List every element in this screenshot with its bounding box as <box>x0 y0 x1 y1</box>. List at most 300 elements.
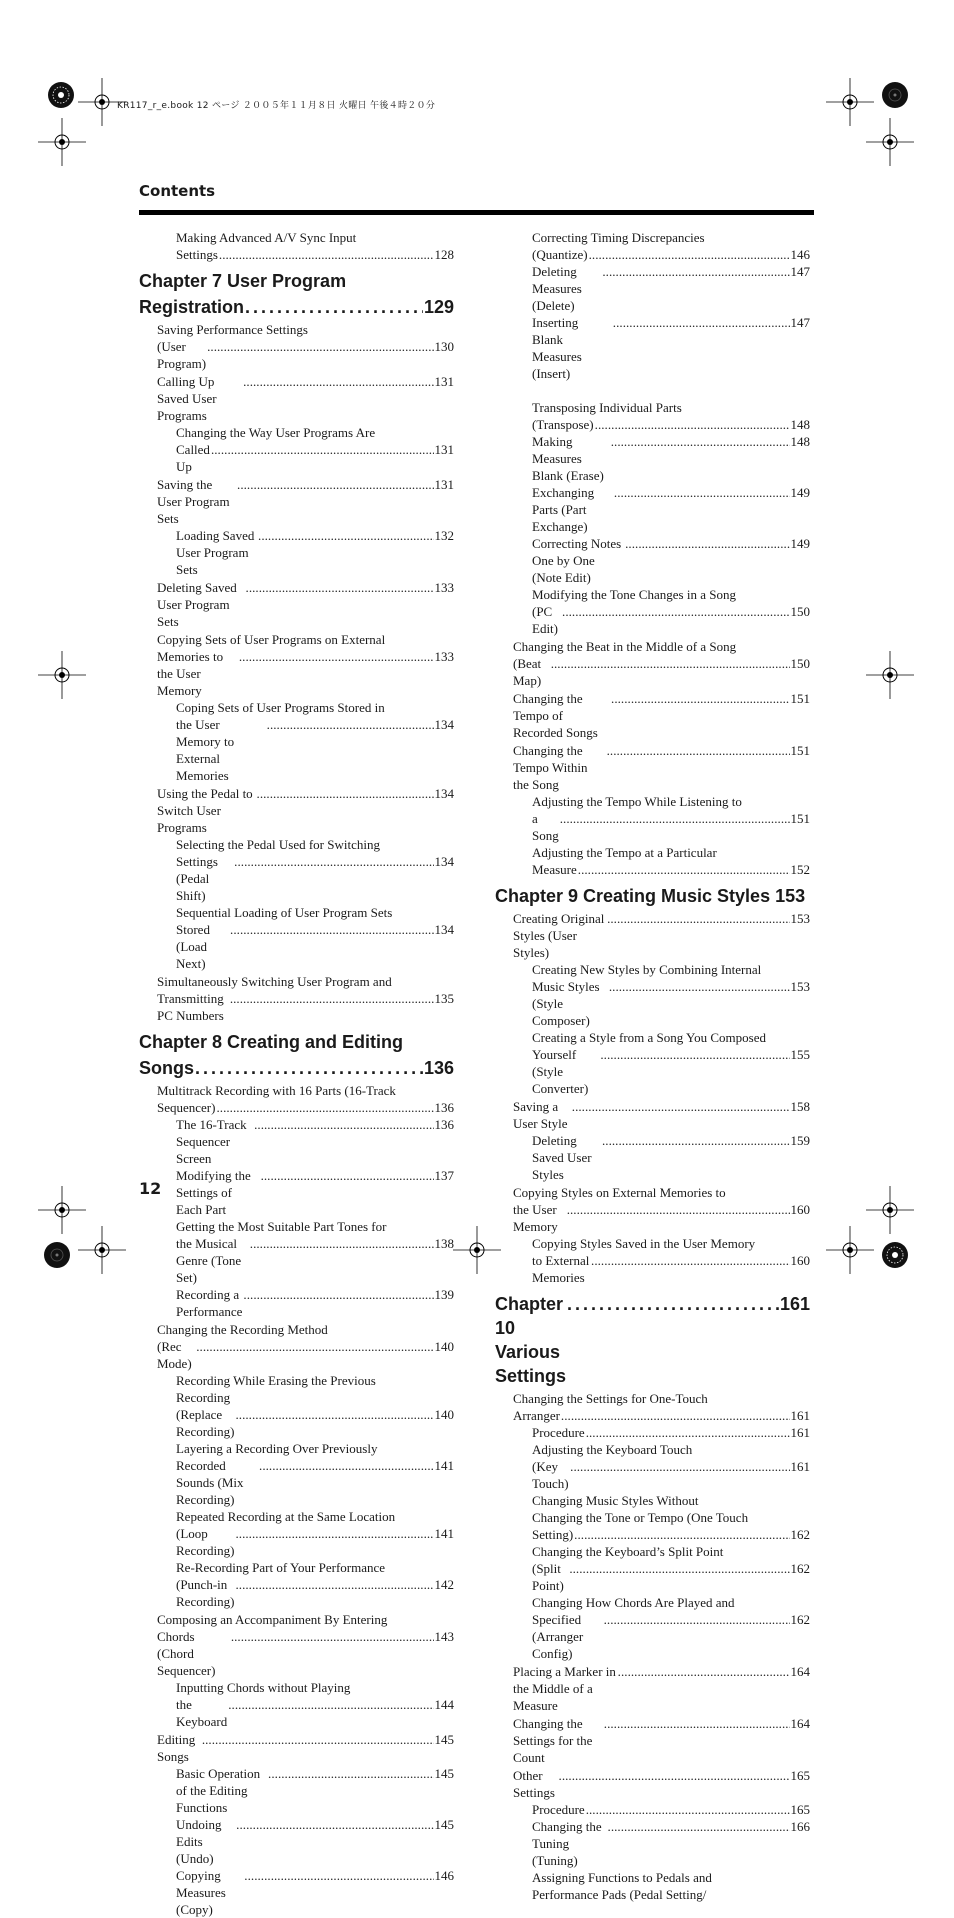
toc-entry <box>139 1116 454 1167</box>
toc-page-number: 134 <box>434 922 454 937</box>
toc-entry <box>495 484 810 535</box>
toc-page-number: 161 <box>779 1294 810 1314</box>
toc-page-number: 161 <box>790 1459 810 1474</box>
toc-entry-text: Recorded Sounds (Mix Recording) <box>176 1458 244 1507</box>
toc-entry-text: Assigning Functions to Pedals and <box>532 1870 712 1885</box>
toc-entry-text: Changing the Tuning (Tuning) <box>532 1819 602 1868</box>
dot-leader <box>561 1407 790 1424</box>
toc-chapter-heading <box>139 1056 454 1080</box>
toc-entry <box>139 785 454 836</box>
dot-leader <box>245 295 423 319</box>
dot-leader <box>235 1406 433 1423</box>
toc-entry <box>495 1886 810 1903</box>
toc-entry-text: Sequential Loading of User Program Sets <box>176 905 393 920</box>
toc-entry <box>495 1767 810 1801</box>
toc-entry <box>495 1801 810 1818</box>
toc-entry-text: Other Settings <box>513 1768 555 1800</box>
crosshair-mark-icon <box>866 651 914 699</box>
toc-entry <box>495 1458 810 1492</box>
registration-rosette-icon <box>46 80 76 110</box>
toc-page-number: 138 <box>434 1236 454 1251</box>
toc-entry <box>139 699 454 716</box>
toc-entry-text: (Split Point) <box>532 1561 564 1593</box>
dot-leader <box>600 1046 789 1063</box>
dot-leader <box>236 1816 433 1833</box>
toc-entry-text: Adjusting the Tempo at a Particular <box>532 845 717 860</box>
toc-entry <box>139 836 454 853</box>
toc-entry <box>495 1201 810 1235</box>
toc-page-number: 160 <box>790 1253 810 1268</box>
dot-leader <box>572 1098 790 1115</box>
dot-leader <box>257 785 434 802</box>
dot-leader <box>591 1252 789 1269</box>
toc-page-number: 142 <box>434 1577 454 1592</box>
toc-entry-text: Modifying the Settings of Each Part <box>176 1168 251 1217</box>
toc-entry-text: Editing Songs <box>157 1732 196 1764</box>
toc-entry-text: Saving the User Program Sets <box>157 477 230 526</box>
toc-entry <box>495 655 810 689</box>
toc-entry <box>495 603 810 637</box>
toc-entry-text: Changing the Tone or Tempo (One Touch <box>532 1510 749 1525</box>
dot-leader <box>196 1338 433 1355</box>
toc-entry-text: Multitrack Recording with 16 Parts (16-Track <box>157 1083 396 1098</box>
dot-leader <box>567 1292 779 1316</box>
toc-entry-text: Settings (Pedal Shift) <box>176 854 218 903</box>
toc-entry-text: Undoing Edits (Undo) <box>176 1817 222 1866</box>
toc-entry-text: Layering a Recording Over Previously <box>176 1441 378 1456</box>
toc-page-number: 136 <box>434 1100 454 1115</box>
toc-page-number: 131 <box>434 442 454 457</box>
toc-entry-text: Calling Up Saved User Programs <box>157 374 217 423</box>
toc-entry <box>495 1492 810 1509</box>
toc-entry <box>495 586 810 603</box>
toc-entry-text: Simultaneously Switching User Program and <box>157 974 392 989</box>
toc-entry-text: Procedure <box>532 1425 585 1440</box>
dot-leader <box>602 263 789 280</box>
toc-entry <box>495 1235 810 1252</box>
dot-leader <box>243 1286 433 1303</box>
toc-page-number: 131 <box>434 477 454 492</box>
toc-entry <box>495 1184 810 1201</box>
toc-page-number: 162 <box>790 1561 810 1576</box>
toc-entry <box>139 631 454 648</box>
toc-entry <box>139 1696 454 1730</box>
toc-entry <box>495 314 810 382</box>
toc-page-number: 162 <box>790 1527 810 1542</box>
toc-page-number: 150 <box>790 656 810 671</box>
toc-entry <box>495 1509 810 1526</box>
registration-rosette-icon <box>880 80 910 110</box>
dot-leader <box>618 1663 790 1680</box>
dot-leader <box>237 476 433 493</box>
toc-entry <box>495 433 810 484</box>
crosshair-mark-icon <box>826 1226 874 1274</box>
toc-entry-text: (PC Edit) <box>532 604 558 636</box>
toc-entry-text: Recording <box>176 1390 231 1405</box>
toc-entry <box>139 1235 454 1286</box>
toc-page-number: 153 <box>775 886 806 906</box>
toc-entry <box>495 416 810 433</box>
toc-entry <box>139 1099 454 1116</box>
toc-entry-text: Copying Styles on External Memories to <box>513 1185 726 1200</box>
dot-leader <box>259 1457 433 1474</box>
toc-entry-text: Recording a Performance <box>176 1287 243 1319</box>
dot-leader <box>569 1560 789 1577</box>
toc-page-number: 146 <box>790 247 810 262</box>
toc-entry-text: the Keyboard <box>176 1697 228 1729</box>
toc-entry-text: (Replace Recording) <box>176 1407 235 1439</box>
toc-entry-text: to External Memories <box>532 1253 590 1285</box>
toc-entry-text: Chapter 7 User Program <box>139 271 347 291</box>
dot-leader <box>609 978 790 995</box>
toc-entry <box>139 338 454 372</box>
toc-entry-text: Changing the Keyboard’s Split Point <box>532 1544 724 1559</box>
toc-entry <box>495 1611 810 1662</box>
toc-entry <box>139 904 454 921</box>
toc-entry-text: Transposing Individual Parts <box>532 400 682 415</box>
toc-entry <box>139 990 454 1024</box>
dot-leader <box>228 1696 433 1713</box>
toc-page-number: 140 <box>434 1339 454 1354</box>
toc-entry-text: Using the Pedal to Switch User Programs <box>157 786 253 835</box>
toc-entry-text: Memories to the User Memory <box>157 649 224 698</box>
toc-entry <box>495 1407 810 1424</box>
toc-entry-text: Settings <box>176 247 218 262</box>
toc-page-number: 143 <box>434 1629 454 1644</box>
toc-right-column <box>495 229 810 1903</box>
toc-entry-text: Specified (Arranger Config) <box>532 1612 584 1661</box>
toc-entry-text: Changing the Recording Method <box>157 1322 328 1337</box>
toc-entry-text: Changing the Settings for One-Touch <box>513 1391 708 1406</box>
toc-entry <box>495 978 810 1029</box>
toc-entry-text <box>532 382 535 399</box>
toc-page-number: 128 <box>434 247 454 262</box>
toc-entry <box>495 1818 810 1869</box>
toc-page-number: 150 <box>790 604 810 619</box>
toc-entry <box>139 716 454 784</box>
toc-entry-text: Arranger <box>513 1408 560 1423</box>
toc-entry-text: Changing the Tempo Within the Song <box>513 743 588 792</box>
toc-chapter-heading <box>495 1292 810 1388</box>
toc-page-number: 146 <box>434 1868 454 1883</box>
toc-page-number: 164 <box>790 1716 810 1731</box>
toc-entry-text: Chapter 8 Creating and Editing <box>139 1032 404 1052</box>
toc-entry <box>495 910 810 961</box>
toc-entry-text: a Song <box>532 811 559 843</box>
toc-entry-text: Changing the Beat in the Middle of a Song <box>513 639 737 654</box>
toc-page-number: 164 <box>790 1664 810 1679</box>
toc-entry <box>139 321 454 338</box>
toc-page-number: 134 <box>434 854 454 869</box>
header-rule <box>139 210 814 215</box>
toc-entry-text: Saving Performance Settings <box>157 322 308 337</box>
toc-page-number: 158 <box>790 1099 810 1114</box>
toc-entry-text: Sequencer) <box>157 1100 216 1115</box>
toc-page-number: 132 <box>434 528 454 543</box>
toc-entry <box>139 1082 454 1099</box>
toc-entry-text: Deleting Saved User Styles <box>532 1133 592 1182</box>
toc-entry-text: (Loop Recording) <box>176 1526 235 1558</box>
toc-page-number: 147 <box>790 264 810 279</box>
toc-entry-text: the Musical Genre (Tone Set) <box>176 1236 242 1285</box>
toc-entry <box>495 246 810 263</box>
toc-entry <box>495 1029 810 1046</box>
dot-leader <box>625 535 789 552</box>
toc-entry <box>139 441 454 475</box>
dot-leader <box>560 810 790 827</box>
toc-entry <box>139 1611 454 1628</box>
toc-page-number: 136 <box>434 1117 454 1132</box>
dot-leader <box>611 433 790 450</box>
toc-entry-text: Adjusting the Tempo While Listening to <box>532 794 742 809</box>
toc-page-number: 144 <box>434 1697 454 1712</box>
toc-entry <box>139 1508 454 1525</box>
toc-entry-text: Changing Music Styles Without <box>532 1493 699 1508</box>
toc-entry <box>139 1286 454 1320</box>
dot-leader <box>234 853 433 870</box>
toc-page-number: 153 <box>790 979 810 994</box>
toc-entry-text: (Punch-in Recording) <box>176 1577 235 1609</box>
toc-entry-text: Stored (Load Next) <box>176 922 210 971</box>
toc-entry <box>495 1715 810 1766</box>
toc-entry <box>139 1406 454 1440</box>
toc-page-number: 151 <box>790 743 810 758</box>
toc-entry-text: The 16-Track Sequencer Screen <box>176 1117 247 1166</box>
toc-entry-text: Correcting Timing Discrepancies <box>532 230 705 245</box>
toc-page-number: 147 <box>790 315 810 330</box>
dot-leader <box>604 1611 790 1628</box>
toc-page-number: 148 <box>790 434 810 449</box>
dot-leader <box>268 1765 433 1782</box>
toc-entry <box>139 1389 454 1406</box>
dot-leader <box>202 1731 434 1748</box>
toc-entry <box>139 1679 454 1696</box>
toc-entry <box>495 1560 810 1594</box>
toc-page-number: 135 <box>434 991 454 1006</box>
toc-entry-text: Basic Operation of the Editing Functions <box>176 1766 261 1815</box>
toc-entry <box>139 229 454 246</box>
toc-entry <box>495 742 810 793</box>
dot-leader <box>574 1526 789 1543</box>
toc-entry <box>495 1441 810 1458</box>
toc-entry <box>139 1167 454 1218</box>
toc-entry <box>139 1731 454 1765</box>
toc-entry-text: Procedure <box>532 1802 585 1817</box>
toc-entry <box>139 1576 454 1610</box>
toc-page-number: 148 <box>790 417 810 432</box>
toc-entry-text: Copying Measures (Copy) <box>176 1868 226 1917</box>
dot-leader <box>261 1167 434 1184</box>
toc-entry-text: Performance Pads (Pedal Setting/ <box>532 1887 707 1902</box>
toc-entry-text: Adjusting the Keyboard Touch <box>532 1442 693 1457</box>
crosshair-mark-icon <box>38 118 86 166</box>
dot-leader <box>211 441 434 458</box>
toc-entry <box>495 1132 810 1183</box>
toc-entry-text: Measure <box>532 862 577 877</box>
toc-entry <box>495 1594 810 1611</box>
dot-leader <box>244 1867 433 1884</box>
toc-entry <box>495 399 810 416</box>
toc-entry-text: Copying Sets of User Programs on External <box>157 632 386 647</box>
toc-page-number: 161 <box>790 1408 810 1423</box>
toc-page-number: 161 <box>790 1425 810 1440</box>
toc-entry-text: Deleting Measures (Delete) <box>532 264 582 313</box>
dot-leader <box>235 1576 433 1593</box>
toc-entry <box>495 1526 810 1543</box>
toc-entry-text: Creating New Styles by Combining Internal <box>532 962 762 977</box>
toc-chapter-heading <box>495 884 810 908</box>
toc-entry <box>139 1321 454 1338</box>
dot-leader <box>246 579 434 596</box>
dot-leader <box>551 655 790 672</box>
dot-leader <box>602 1132 790 1149</box>
crosshair-mark-icon <box>78 1226 126 1274</box>
crosshair-mark-icon <box>453 1226 501 1274</box>
dot-leader <box>607 742 790 759</box>
toc-page-number: 129 <box>423 297 454 317</box>
toc-entry <box>139 1765 454 1816</box>
dot-leader <box>562 603 789 620</box>
toc-entry-text: Inserting Blank Measures (Insert) <box>532 315 582 381</box>
toc-entry-text: Composing an Accompaniment By Entering <box>157 1612 388 1627</box>
toc-entry <box>139 1525 454 1559</box>
toc-entry <box>495 861 810 878</box>
toc-entry <box>495 1252 810 1286</box>
toc-entry-text: Exchanging Parts (Part Exchange) <box>532 485 595 534</box>
dot-leader <box>216 1099 433 1116</box>
dot-leader <box>195 1056 423 1080</box>
toc-entry <box>139 1559 454 1576</box>
toc-entry-text: Transmitting PC Numbers <box>157 991 224 1023</box>
toc-entry <box>495 1390 810 1407</box>
toc-entry-text: Changing the Settings for the Count <box>513 1716 593 1765</box>
crosshair-mark-icon <box>38 651 86 699</box>
crosshair-mark-icon <box>866 118 914 166</box>
toc-entry-text: (Rec Mode) <box>157 1339 192 1371</box>
toc-entry <box>139 527 454 578</box>
toc-entry-text: the User Memory to External Memories <box>176 717 235 783</box>
toc-entry <box>495 535 810 586</box>
toc-entry <box>139 648 454 699</box>
toc-entry <box>139 973 454 990</box>
toc-entry <box>495 638 810 655</box>
toc-page-number: 166 <box>790 1819 810 1834</box>
toc-page-number: 145 <box>434 1817 454 1832</box>
toc-entry <box>139 246 454 263</box>
toc-entry-text: Modifying the Tone Changes in a Song <box>532 587 736 602</box>
toc-page-number: 145 <box>434 1766 454 1781</box>
toc-entry <box>139 853 454 904</box>
toc-entry-text: Chords (Chord Sequencer) <box>157 1629 216 1678</box>
toc-page-number: 165 <box>790 1802 810 1817</box>
toc-entry-text: (User Program) <box>157 339 207 371</box>
toc-page-number: 134 <box>434 786 454 801</box>
dot-leader <box>219 246 434 263</box>
dot-leader <box>611 690 789 707</box>
toc-entry <box>495 229 810 246</box>
toc-entry <box>495 961 810 978</box>
toc-page-number: 136 <box>423 1058 454 1078</box>
toc-entry <box>495 1424 810 1441</box>
toc-entry <box>495 690 810 741</box>
toc-entry <box>139 1457 454 1508</box>
dot-leader <box>243 373 433 390</box>
toc-left-column <box>139 229 454 1918</box>
dot-leader <box>250 1235 434 1252</box>
toc-entry <box>139 373 454 424</box>
toc-entry-text: Placing a Marker in the Middle of a Measure <box>513 1664 616 1713</box>
toc-entry-text: (Transpose) <box>532 417 594 432</box>
toc-entry-text: Registration <box>139 297 245 317</box>
toc-page-number: 139 <box>434 1287 454 1302</box>
toc-entry <box>139 476 454 527</box>
dot-leader <box>608 1818 790 1835</box>
toc-entry-text: Repeated Recording at the Same Location <box>176 1509 396 1524</box>
dot-leader <box>578 861 790 878</box>
toc-page-number: 155 <box>790 1047 810 1062</box>
toc-entry-text: Yourself (Style Converter) <box>532 1047 589 1096</box>
toc-chapter-heading <box>139 295 454 319</box>
dot-leader <box>604 1715 790 1732</box>
toc-entry-text: Songs <box>139 1058 195 1078</box>
toc-entry-text: Setting) <box>532 1527 574 1542</box>
toc-entry <box>139 1628 454 1679</box>
toc-entry-text: Deleting Saved User Program Sets <box>157 580 237 629</box>
toc-entry-text: (Key Touch) <box>532 1459 569 1491</box>
dot-leader <box>586 1801 790 1818</box>
toc-page-number: 149 <box>790 536 810 551</box>
toc-entry <box>139 1372 454 1389</box>
toc-page-number: 153 <box>790 911 810 926</box>
toc-entry <box>139 921 454 972</box>
toc-entry-text: Coping Sets of User Programs Stored in <box>176 700 385 715</box>
toc-entry <box>139 1867 454 1918</box>
dot-leader <box>589 246 790 263</box>
registration-rosette-icon <box>880 1240 910 1270</box>
dot-leader <box>230 921 433 938</box>
toc-entry <box>495 793 810 810</box>
dot-leader <box>614 484 790 501</box>
toc-page-number: 149 <box>790 485 810 500</box>
toc-entry <box>495 1098 810 1132</box>
toc-page-number: 141 <box>434 1458 454 1473</box>
toc-entry-text: Making Advanced A/V Sync Input <box>176 230 357 245</box>
toc-entry-text: Music Styles (Style Composer) <box>532 979 600 1028</box>
toc-page-number: 160 <box>790 1202 810 1217</box>
toc-entry-text: Creating Original Styles (User Styles) <box>513 911 605 960</box>
toc-page-number: 162 <box>790 1612 810 1627</box>
toc-page-number: 133 <box>434 580 454 595</box>
toc-entry <box>139 579 454 630</box>
toc-entry <box>495 1869 810 1886</box>
toc-entry <box>495 1543 810 1560</box>
toc-page-number: 159 <box>790 1133 810 1148</box>
dot-leader <box>254 1116 433 1133</box>
dot-leader <box>607 910 789 927</box>
toc-entry-text: Re-Recording Part of Your Performance <box>176 1560 386 1575</box>
toc-entry <box>495 263 810 314</box>
dot-leader <box>267 716 434 733</box>
toc-entry-text: Creating a Style from a Song You Composed <box>532 1030 766 1045</box>
print-header: KR117_r_e.book 12 ページ ２００５年１１月８日 火曜日 午後４時２０分 <box>117 101 436 111</box>
toc-entry <box>139 1440 454 1457</box>
dot-leader <box>595 416 790 433</box>
toc-entry <box>495 1663 810 1714</box>
toc-page-number: 152 <box>790 862 810 877</box>
page-number: 12 <box>139 1179 162 1198</box>
toc-entry <box>495 1046 810 1097</box>
toc-page-number: 165 <box>790 1768 810 1783</box>
